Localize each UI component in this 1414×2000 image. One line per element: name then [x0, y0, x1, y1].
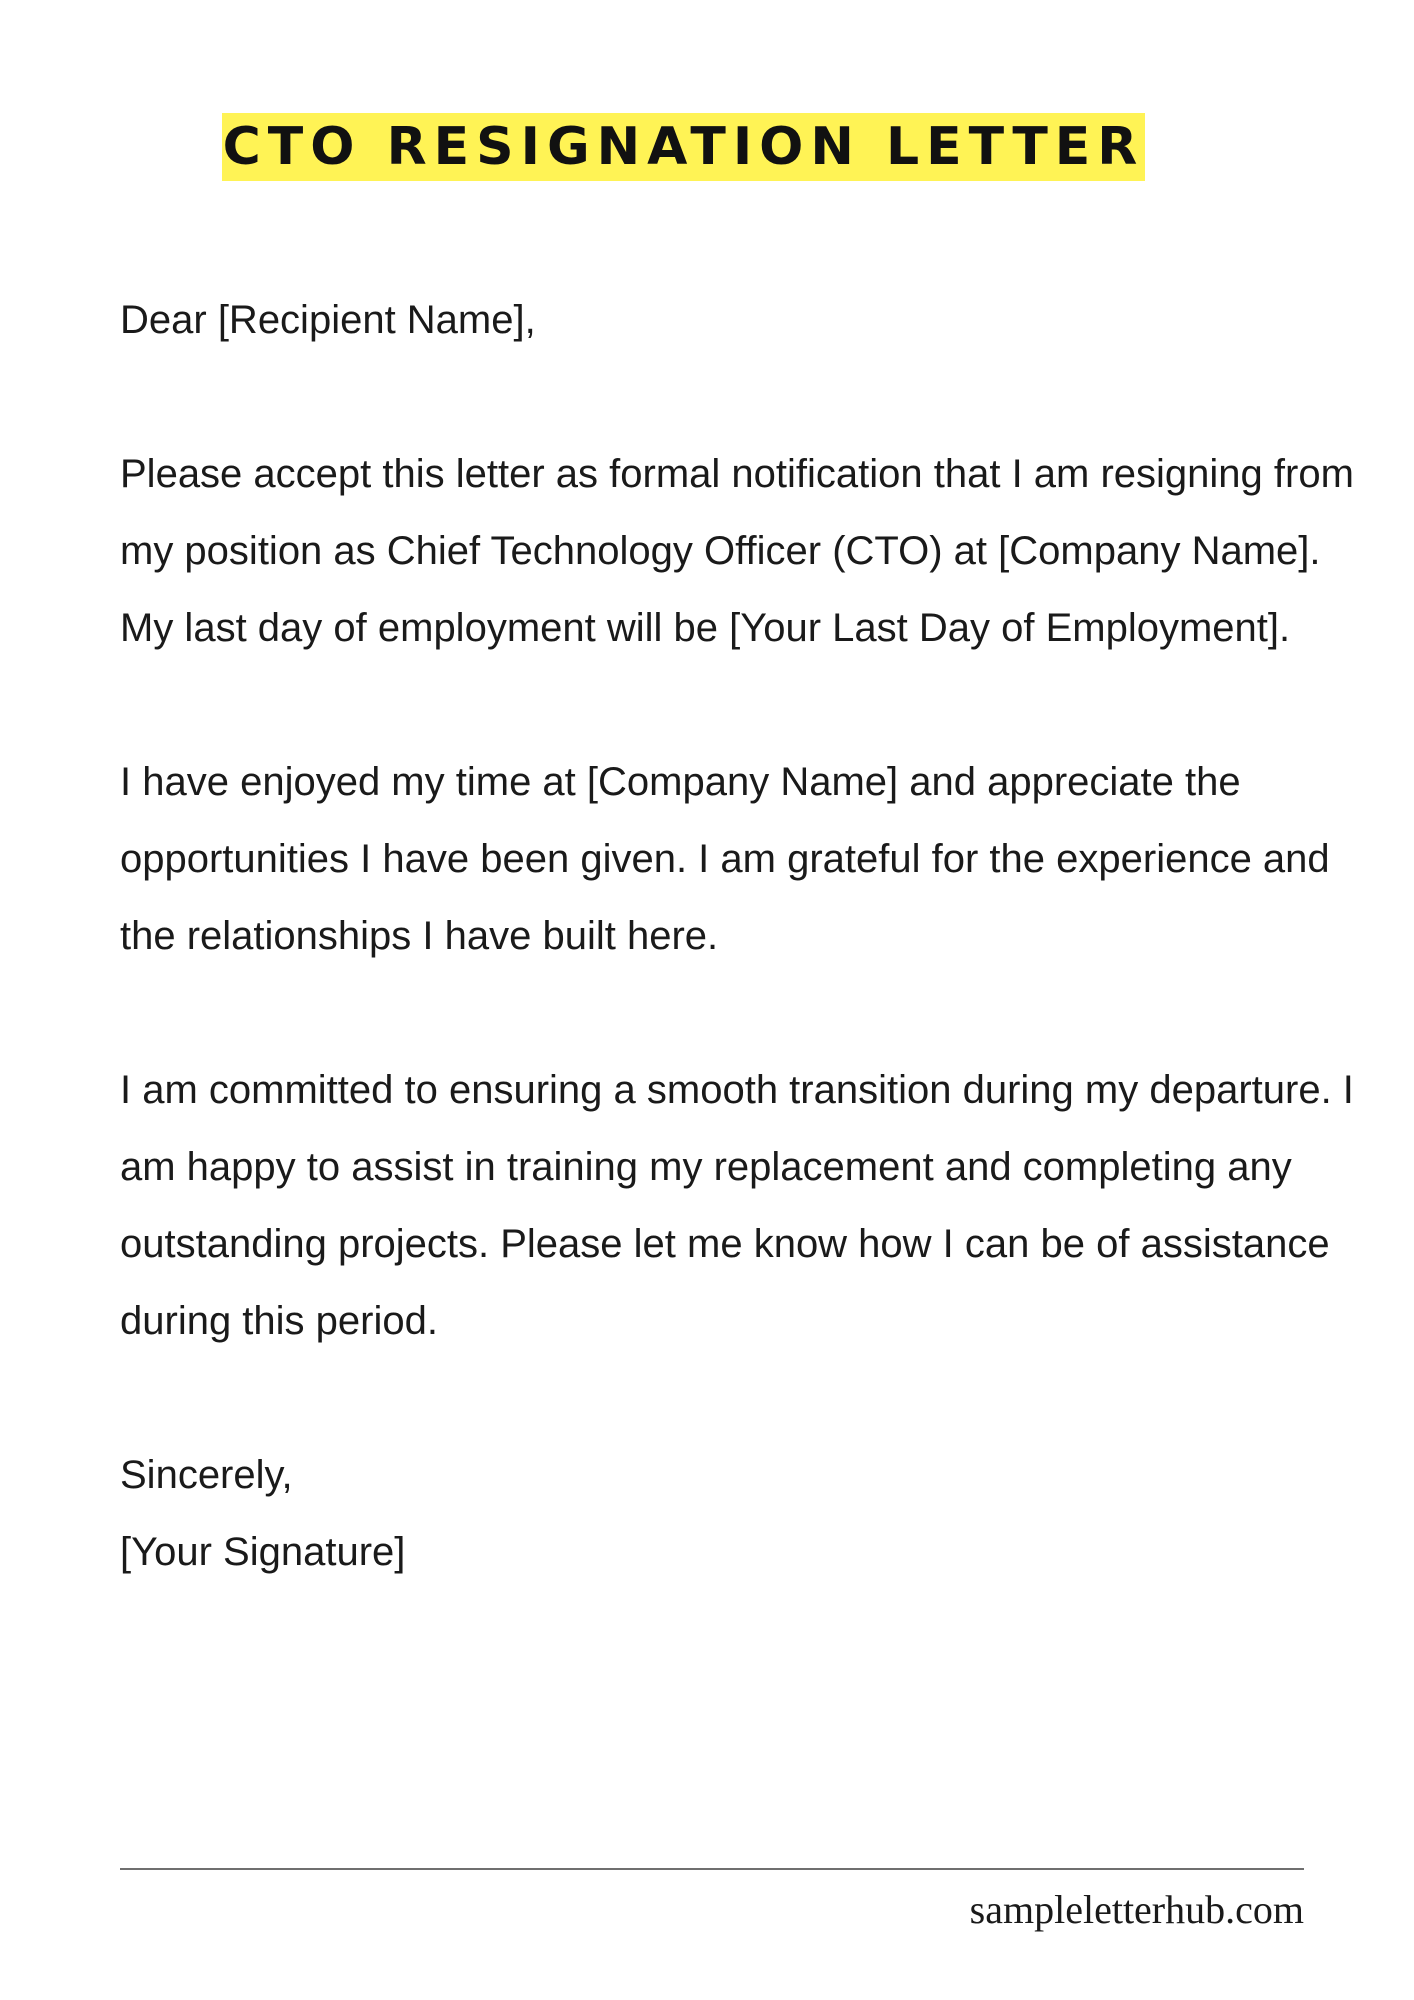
spacer: [120, 667, 1360, 744]
page-title: CTO RESIGNATION LETTER: [222, 117, 1145, 177]
spacer: [120, 975, 1360, 1052]
paragraph-transition: I am committed to ensuring a smooth transition during my departure. I am happy to assist in training my replacement and completing any outstanding projects. Please let me know how I can be of assistance during this period.: [120, 1068, 1354, 1343]
footer-website: sampleletterhub.com: [969, 1887, 1304, 1932]
closing: Sincerely,: [120, 1453, 293, 1497]
title-highlight: [222, 113, 1145, 181]
paragraph-appreciation: I have enjoyed my time at [Company Name] and appreciate the opportunities I have been given. I am grateful for the experience and the relationships I have built here.: [120, 760, 1330, 958]
spacer: [120, 359, 1360, 436]
paragraph-notification: Please accept this letter as formal notification that I am resigning from my position as Chief Technology Officer (CTO) at [Company Name]. My last day of employment will be [Your Last Day of Employment].: [120, 452, 1354, 650]
footer-divider: [120, 1868, 1304, 1870]
spacer: [120, 1360, 1360, 1437]
greeting: Dear [Recipient Name],: [120, 298, 536, 342]
signature: [Your Signature]: [120, 1530, 406, 1574]
letter-body: [120, 282, 1360, 1591]
